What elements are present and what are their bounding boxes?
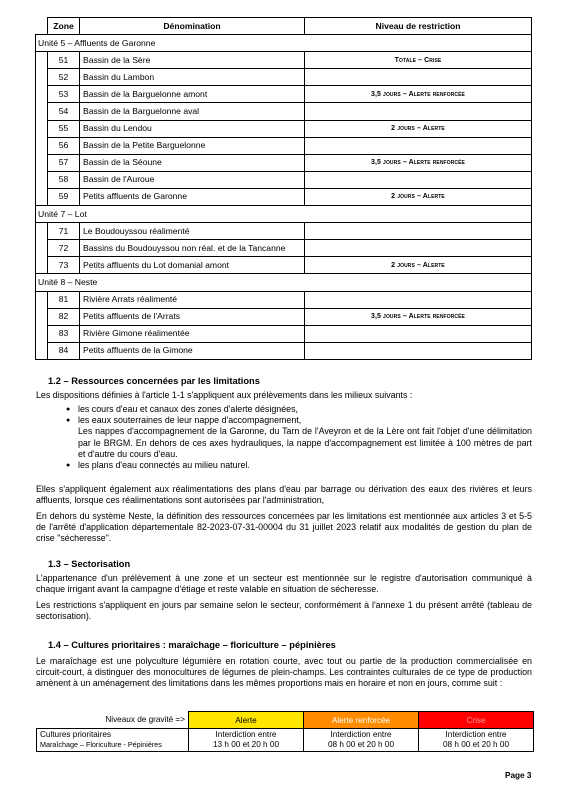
value-line: Interdiction entre (215, 730, 277, 739)
table-row (36, 171, 532, 188)
header-denomination: Dénomination (80, 18, 305, 35)
resources-list (66, 404, 532, 471)
restriction-cell: Totale – Crise (305, 52, 532, 69)
section-1-2-paragraph-2: Elles s'appliquent également aux réalimentations des plans d'eau par barrage ou dérivation des eaux des rivières et leurs affluents, lorsque ces réalimentations sont autorisées par l'administration, (36, 484, 532, 506)
header-blank (36, 18, 48, 35)
denomination-cell: Bassin de la Petite Barguelonne (80, 137, 305, 154)
table-row (36, 342, 532, 359)
section-1-2-intro: Les dispositions définies à l'article 1-1 s'appliquent aux prélèvements dans les milieux suivants : (36, 390, 413, 400)
restriction-cell (305, 137, 532, 154)
restriction-cell (305, 103, 532, 120)
restriction-cell (305, 291, 532, 308)
section-1-4-title: 1.4 – Cultures prioritaires : maraîchage – floriculture – pépinières (48, 640, 336, 650)
page-number: Page 3 (505, 771, 532, 780)
crise-value (419, 729, 534, 752)
section-1-2-paragraph-3: En dehors du système Neste, la définition des ressources concernées par les limitations est mentionnée aux articles 3 et 5-5 de l'arrêté d'application départementale 82-2023-07-31-00004 du 31 juillet 2023 relatif aux modalités de gestion du plan de crise "sécheresse". (36, 511, 532, 544)
zones-table (35, 17, 532, 360)
zone-cell: 58 (48, 171, 80, 188)
list-item: ● les cours d'eau et canaux des zones d'alerte désignées, (66, 404, 532, 415)
table-row (36, 188, 532, 205)
denomination-cell: Rivière Gimone réalimentée (80, 325, 305, 342)
restriction-cell: 2 jours – Alerte (305, 188, 532, 205)
alerte-value (189, 729, 304, 752)
level-alerte: Alerte (189, 712, 304, 729)
table-row (36, 52, 532, 69)
denomination-cell: Le Boudouyssou réalimenté (80, 223, 305, 240)
zone-cell: 82 (48, 308, 80, 325)
list-item-detail: Les nappes d'accompagnement de la Garonne, du Tarn de l'Aveyron et de la Lère ont fait l'objet d'une délimitation par le BRGM. En dehors de ces axes hydrauliques, la nappe d'accompagnement est limitée à 100 mètres de part et d'autre du cours d'eau. (78, 426, 532, 459)
indent-cell (36, 308, 48, 325)
restriction-cell: 3,5 jours – Alerte renforcée (305, 154, 532, 171)
gravity-table (36, 711, 534, 752)
zones-table-body (36, 35, 532, 360)
level-crise: Crise (419, 712, 534, 729)
header-zone: Zone (48, 18, 80, 35)
gravity-label: Niveaux de gravité => (37, 712, 189, 729)
restriction-cell: 3,5 jours – Alerte renforcée (305, 308, 532, 325)
zone-cell: 71 (48, 223, 80, 240)
indent-cell (36, 86, 48, 103)
denomination-cell: Bassin de la Séoune (80, 154, 305, 171)
denomination-cell: Bassin de l'Auroue (80, 171, 305, 188)
section-1-3-paragraph-1: L'appartenance d'un prélèvement à une zone et un secteur est mentionnée sur le registre d'autorisation communiqué à chaque irrigant avant la campagne d'étiage et reste valable en situation de sécheresse. (36, 573, 532, 595)
cultures-title: Cultures prioritaires (40, 730, 111, 739)
section-1-3-paragraph-2: Les restrictions s'appliquent en jours par semaine selon le secteur, conformément à l'annexe 1 du présent arrêté (tableau de sectorisation). (36, 600, 532, 622)
unit-label: Unité 7 – Lot (36, 206, 532, 223)
indent-cell (36, 137, 48, 154)
level-alerte-renforcee: Alerte renforcée (304, 712, 419, 729)
table-row (36, 154, 532, 171)
value-line: 08 h 00 et 20 h 00 (327, 740, 394, 749)
value-line: Interdiction entre (445, 730, 507, 739)
denomination-cell: Petits affluents du Lot domanial amont (80, 257, 305, 274)
zone-cell: 55 (48, 120, 80, 137)
zone-cell: 73 (48, 257, 80, 274)
unit-label: Unité 5 – Affluents de Garonne (36, 35, 532, 52)
restriction-cell (305, 171, 532, 188)
indent-cell (36, 223, 48, 240)
section-1-3-title: 1.3 – Sectorisation (48, 559, 131, 569)
table-row (36, 69, 532, 86)
indent-cell (36, 325, 48, 342)
header-restriction: Niveau de restriction (305, 18, 532, 35)
indent-cell (36, 171, 48, 188)
value-line: 08 h 00 et 20 h 00 (442, 740, 509, 749)
zone-cell: 56 (48, 137, 80, 154)
zone-cell: 52 (48, 69, 80, 86)
unit-row (36, 274, 532, 291)
indent-cell (36, 291, 48, 308)
table-row (36, 86, 532, 103)
denomination-cell: Rivière Arrats réalimenté (80, 291, 305, 308)
denomination-cell: Bassin de la Sère (80, 52, 305, 69)
zone-cell: 72 (48, 240, 80, 257)
table-row (36, 120, 532, 137)
gravity-levels-row (37, 712, 534, 729)
unit-label: Unité 8 – Neste (36, 274, 532, 291)
table-row (36, 308, 532, 325)
denomination-cell: Bassin de la Barguelonne aval (80, 103, 305, 120)
zone-cell: 59 (48, 188, 80, 205)
restriction-cell (305, 342, 532, 359)
table-row (36, 325, 532, 342)
alerte-renforcee-value (304, 729, 419, 752)
indent-cell (36, 257, 48, 274)
list-item: ● les plans d'eau connectés au milieu naturel. (66, 460, 532, 471)
zone-cell: 81 (48, 291, 80, 308)
denomination-cell: Petits affluents de la Gimone (80, 342, 305, 359)
zone-cell: 53 (48, 86, 80, 103)
denomination-cell: Bassin du Lambon (80, 69, 305, 86)
zone-cell: 51 (48, 52, 80, 69)
gravity-values-row (37, 729, 534, 752)
restriction-cell: 2 jours – Alerte (305, 257, 532, 274)
value-line: Interdiction entre (330, 730, 392, 739)
indent-cell (36, 120, 48, 137)
restriction-cell: 2 jours – Alerte (305, 120, 532, 137)
indent-cell (36, 240, 48, 257)
denomination-cell: Bassin du Lendou (80, 120, 305, 137)
zone-cell: 83 (48, 325, 80, 342)
table-row (36, 257, 532, 274)
zone-cell: 54 (48, 103, 80, 120)
indent-cell (36, 103, 48, 120)
denomination-cell: Bassin de la Barguelonne amont (80, 86, 305, 103)
denomination-cell: Bassins du Boudouyssou non réal. et de la Tancanne (80, 240, 305, 257)
denomination-cell: Petits affluents de l'Arrats (80, 308, 305, 325)
cultures-subtitle: Maraîchage – Floriculture - Pépinières (40, 740, 162, 749)
restriction-cell (305, 223, 532, 240)
section-1-4-paragraph-1: Le maraîchage est une polyculture légumière en rotation courte, avec tout ou partie de la production commercialisée en circuit-court, à distinguer des monocultures de légumes de plein-champs. Les contraintes culturales de ce type de production amènent à un aménagement des limitations dans les mêmes proportions mais en horaire et non en jours, comme suit : (36, 656, 532, 689)
denomination-cell: Petits affluents de Garonne (80, 188, 305, 205)
indent-cell (36, 188, 48, 205)
table-row (36, 240, 532, 257)
table-row (36, 291, 532, 308)
indent-cell (36, 69, 48, 86)
restriction-cell: 3,5 jours – Alerte renforcée (305, 86, 532, 103)
restriction-cell (305, 69, 532, 86)
list-item: ● les eaux souterraines de leur nappe d'accompagnement, (66, 415, 532, 426)
unit-row (36, 35, 532, 52)
zone-cell: 57 (48, 154, 80, 171)
zone-cell: 84 (48, 342, 80, 359)
indent-cell (36, 342, 48, 359)
value-line: 13 h 00 et 20 h 00 (212, 740, 279, 749)
section-1-2-title: 1.2 – Ressources concernées par les limitations (48, 376, 260, 386)
table-row (36, 137, 532, 154)
table-row (36, 103, 532, 120)
restriction-cell (305, 240, 532, 257)
cultures-cell (37, 729, 189, 752)
indent-cell (36, 52, 48, 69)
restriction-cell (305, 325, 532, 342)
indent-cell (36, 154, 48, 171)
unit-row (36, 206, 532, 223)
zones-table-header (36, 18, 532, 35)
table-row (36, 223, 532, 240)
